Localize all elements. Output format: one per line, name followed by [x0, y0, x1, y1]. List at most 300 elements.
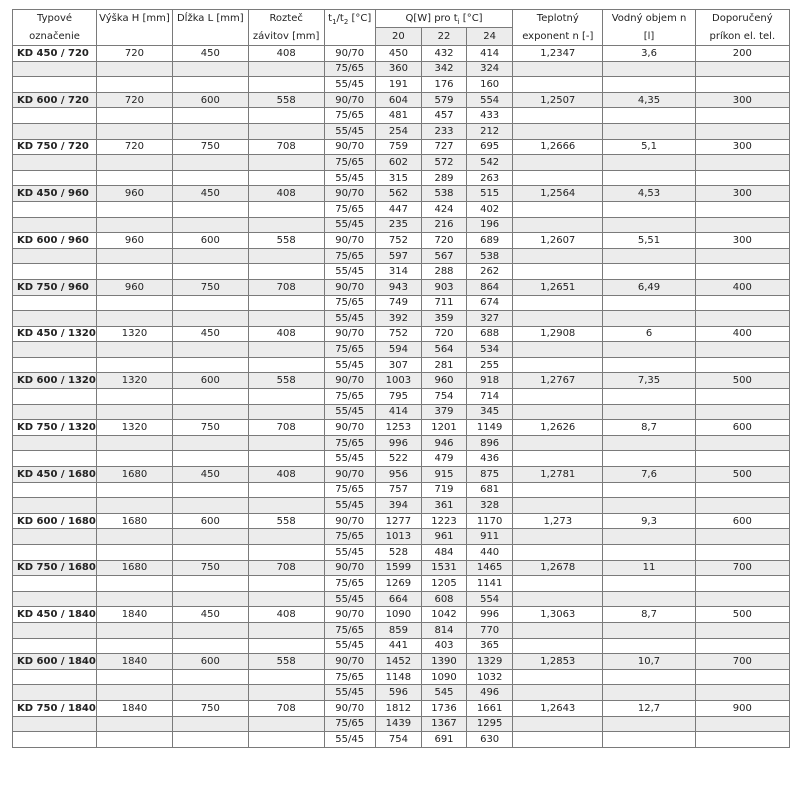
- cell-spacing: [248, 685, 324, 701]
- cell-temperature: 55/45: [324, 264, 375, 280]
- cell-length: [172, 217, 248, 233]
- cell-q22: 719: [421, 482, 466, 498]
- cell-q24: 918: [467, 373, 513, 389]
- cell-water-volume: [603, 669, 695, 685]
- cell-spacing: [248, 311, 324, 327]
- cell-temperature: 90/70: [324, 326, 375, 342]
- cell-power: [695, 295, 789, 311]
- cell-height: 1680: [97, 560, 173, 576]
- cell-q20: 596: [375, 685, 421, 701]
- cell-q24: 1465: [467, 560, 513, 576]
- header-power-line2: príkon el. tel.: [695, 28, 789, 46]
- cell-q22: 457: [421, 108, 466, 124]
- cell-model: [13, 77, 97, 93]
- cell-q24: 674: [467, 295, 513, 311]
- cell-water-volume: [603, 622, 695, 638]
- cell-q24: 327: [467, 311, 513, 327]
- header-power: Doporučený: [695, 10, 789, 28]
- cell-q20: 392: [375, 311, 421, 327]
- cell-spacing: 558: [248, 373, 324, 389]
- table-row: [13, 622, 790, 638]
- cell-temperature: 75/65: [324, 201, 375, 217]
- cell-height: [97, 638, 173, 654]
- cell-height: 1680: [97, 513, 173, 529]
- cell-model: [13, 685, 97, 701]
- table-row: [13, 435, 790, 451]
- cell-temperature: 55/45: [324, 123, 375, 139]
- cell-spacing: 408: [248, 326, 324, 342]
- cell-q22: 711: [421, 295, 466, 311]
- cell-temperature: 75/65: [324, 435, 375, 451]
- cell-q22: 960: [421, 373, 466, 389]
- cell-height: [97, 576, 173, 592]
- cell-height: [97, 108, 173, 124]
- cell-temperature: 55/45: [324, 451, 375, 467]
- header-length: Dĺžka L [mm]: [172, 10, 248, 28]
- cell-model: [13, 576, 97, 592]
- cell-model: KD 450 / 1840: [13, 607, 97, 623]
- header-row-2: [13, 28, 790, 46]
- cell-q24: 554: [467, 92, 513, 108]
- cell-power: 300: [695, 139, 789, 155]
- cell-water-volume: [603, 357, 695, 373]
- cell-height: [97, 248, 173, 264]
- cell-q22: 608: [421, 591, 466, 607]
- cell-length: 750: [172, 560, 248, 576]
- cell-model: KD 750 / 1320: [13, 420, 97, 436]
- radiator-spec-table-container: [12, 9, 790, 748]
- cell-temperature: 90/70: [324, 420, 375, 436]
- cell-model: KD 450 / 960: [13, 186, 97, 202]
- cell-q20: 1599: [375, 560, 421, 576]
- cell-q24: 1661: [467, 700, 513, 716]
- cell-water-volume: [603, 248, 695, 264]
- cell-model: [13, 435, 97, 451]
- cell-model: [13, 217, 97, 233]
- cell-spacing: [248, 155, 324, 171]
- cell-q20: 996: [375, 435, 421, 451]
- cell-q22: 281: [421, 357, 466, 373]
- table-row: [13, 420, 790, 436]
- cell-height: 1320: [97, 373, 173, 389]
- cell-spacing: [248, 61, 324, 77]
- cell-spacing: [248, 591, 324, 607]
- cell-q20: 749: [375, 295, 421, 311]
- table-row: [13, 716, 790, 732]
- cell-exponent: [513, 217, 603, 233]
- cell-power: [695, 716, 789, 732]
- cell-model: [13, 482, 97, 498]
- cell-model: [13, 311, 97, 327]
- cell-water-volume: [603, 576, 695, 592]
- cell-height: 960: [97, 233, 173, 249]
- cell-q22: 1736: [421, 700, 466, 716]
- cell-height: 1840: [97, 654, 173, 670]
- cell-q20: 191: [375, 77, 421, 93]
- table-row: [13, 482, 790, 498]
- cell-spacing: [248, 201, 324, 217]
- cell-height: [97, 669, 173, 685]
- cell-q22: 538: [421, 186, 466, 202]
- cell-q22: 1367: [421, 716, 466, 732]
- cell-q20: 759: [375, 139, 421, 155]
- table-row: [13, 357, 790, 373]
- cell-q20: 447: [375, 201, 421, 217]
- table-row: [13, 685, 790, 701]
- cell-exponent: 1,2651: [513, 279, 603, 295]
- cell-temperature: 55/45: [324, 498, 375, 514]
- table-row: [13, 529, 790, 545]
- cell-water-volume: [603, 404, 695, 420]
- cell-q20: 597: [375, 248, 421, 264]
- cell-power: 500: [695, 373, 789, 389]
- cell-water-volume: [603, 685, 695, 701]
- cell-exponent: 1,2626: [513, 420, 603, 436]
- cell-power: [695, 108, 789, 124]
- cell-height: [97, 389, 173, 405]
- cell-model: [13, 498, 97, 514]
- cell-exponent: 1,2666: [513, 139, 603, 155]
- cell-q22: 814: [421, 622, 466, 638]
- cell-water-volume: 8,7: [603, 607, 695, 623]
- cell-water-volume: 7,6: [603, 467, 695, 483]
- cell-temperature: 75/65: [324, 248, 375, 264]
- cell-temperature: 90/70: [324, 607, 375, 623]
- cell-q24: 262: [467, 264, 513, 280]
- cell-height: [97, 357, 173, 373]
- cell-water-volume: [603, 295, 695, 311]
- cell-power: [695, 61, 789, 77]
- cell-height: [97, 123, 173, 139]
- cell-spacing: 408: [248, 467, 324, 483]
- cell-temperature: 75/65: [324, 342, 375, 358]
- cell-q24: 328: [467, 498, 513, 514]
- cell-power: 500: [695, 607, 789, 623]
- cell-q20: 414: [375, 404, 421, 420]
- cell-temperature: 90/70: [324, 186, 375, 202]
- cell-height: 720: [97, 139, 173, 155]
- cell-q20: 481: [375, 108, 421, 124]
- cell-water-volume: 10,7: [603, 654, 695, 670]
- cell-model: [13, 264, 97, 280]
- cell-temperature: 55/45: [324, 545, 375, 561]
- cell-q20: 450: [375, 46, 421, 62]
- cell-spacing: 558: [248, 654, 324, 670]
- cell-q24: 864: [467, 279, 513, 295]
- cell-model: [13, 357, 97, 373]
- cell-water-volume: [603, 498, 695, 514]
- cell-height: 1840: [97, 700, 173, 716]
- cell-q22: 691: [421, 732, 466, 748]
- cell-length: [172, 685, 248, 701]
- cell-q20: 795: [375, 389, 421, 405]
- header-q24: 24: [467, 28, 513, 46]
- cell-model: [13, 108, 97, 124]
- cell-spacing: 408: [248, 186, 324, 202]
- cell-q24: 1170: [467, 513, 513, 529]
- cell-length: [172, 591, 248, 607]
- radiator-spec-table: [12, 9, 790, 748]
- cell-q24: 324: [467, 61, 513, 77]
- cell-q20: 1277: [375, 513, 421, 529]
- cell-q20: 1003: [375, 373, 421, 389]
- cell-temperature: 55/45: [324, 638, 375, 654]
- header-temperature: $t_1/t_2$ [°C]: [324, 10, 375, 28]
- header-type: Typové: [13, 10, 97, 28]
- cell-spacing: 558: [248, 233, 324, 249]
- cell-height: 1320: [97, 326, 173, 342]
- cell-q24: 875: [467, 467, 513, 483]
- table-row: [13, 389, 790, 405]
- cell-length: [172, 123, 248, 139]
- cell-q20: 522: [375, 451, 421, 467]
- header-water-volume-line2: [l]: [603, 28, 695, 46]
- cell-model: [13, 404, 97, 420]
- cell-temperature: 75/65: [324, 482, 375, 498]
- cell-exponent: [513, 61, 603, 77]
- cell-water-volume: 6: [603, 326, 695, 342]
- cell-q24: 255: [467, 357, 513, 373]
- cell-q24: 911: [467, 529, 513, 545]
- cell-power: [695, 669, 789, 685]
- cell-q22: 727: [421, 139, 466, 155]
- cell-q20: 752: [375, 326, 421, 342]
- cell-length: 450: [172, 467, 248, 483]
- cell-spacing: [248, 357, 324, 373]
- cell-q22: 915: [421, 467, 466, 483]
- cell-q24: 1032: [467, 669, 513, 685]
- cell-q24: 1329: [467, 654, 513, 670]
- table-row: [13, 326, 790, 342]
- cell-q24: 212: [467, 123, 513, 139]
- cell-spacing: [248, 576, 324, 592]
- cell-water-volume: [603, 389, 695, 405]
- cell-temperature: 90/70: [324, 92, 375, 108]
- cell-power: [695, 685, 789, 701]
- cell-power: 500: [695, 467, 789, 483]
- cell-length: 450: [172, 607, 248, 623]
- cell-q20: 235: [375, 217, 421, 233]
- cell-length: [172, 389, 248, 405]
- cell-q22: 1090: [421, 669, 466, 685]
- cell-length: [172, 435, 248, 451]
- cell-q20: 752: [375, 233, 421, 249]
- cell-water-volume: 9,3: [603, 513, 695, 529]
- cell-model: [13, 201, 97, 217]
- table-row: [13, 700, 790, 716]
- table-row: [13, 279, 790, 295]
- cell-exponent: 1,2607: [513, 233, 603, 249]
- cell-q20: 441: [375, 638, 421, 654]
- cell-exponent: [513, 638, 603, 654]
- cell-spacing: [248, 716, 324, 732]
- cell-length: [172, 155, 248, 171]
- cell-length: [172, 201, 248, 217]
- cell-spacing: [248, 622, 324, 638]
- cell-length: [172, 77, 248, 93]
- cell-q24: 440: [467, 545, 513, 561]
- cell-spacing: [248, 498, 324, 514]
- table-row: [13, 498, 790, 514]
- cell-water-volume: 7,35: [603, 373, 695, 389]
- cell-q20: 1013: [375, 529, 421, 545]
- cell-exponent: [513, 545, 603, 561]
- table-row: [13, 576, 790, 592]
- cell-q20: 254: [375, 123, 421, 139]
- cell-exponent: [513, 451, 603, 467]
- cell-model: [13, 669, 97, 685]
- cell-q22: 216: [421, 217, 466, 233]
- cell-q20: 757: [375, 482, 421, 498]
- table-row: [13, 404, 790, 420]
- cell-water-volume: [603, 201, 695, 217]
- header-spacing-line2: závitov [mm]: [248, 28, 324, 46]
- cell-q22: 754: [421, 389, 466, 405]
- cell-model: KD 750 / 1680: [13, 560, 97, 576]
- cell-q22: 946: [421, 435, 466, 451]
- cell-power: [695, 170, 789, 186]
- table-row: [13, 61, 790, 77]
- cell-q24: 542: [467, 155, 513, 171]
- cell-length: 600: [172, 373, 248, 389]
- cell-exponent: 1,2564: [513, 186, 603, 202]
- table-row: [13, 170, 790, 186]
- header-exponent: Teplotný: [513, 10, 603, 28]
- cell-q22: 403: [421, 638, 466, 654]
- cell-exponent: [513, 389, 603, 405]
- cell-exponent: [513, 295, 603, 311]
- cell-q24: 160: [467, 77, 513, 93]
- cell-power: 300: [695, 92, 789, 108]
- cell-height: [97, 482, 173, 498]
- cell-spacing: [248, 217, 324, 233]
- cell-model: [13, 638, 97, 654]
- cell-temperature: 90/70: [324, 513, 375, 529]
- cell-q24: 1149: [467, 420, 513, 436]
- cell-height: [97, 311, 173, 327]
- cell-spacing: [248, 404, 324, 420]
- cell-power: 900: [695, 700, 789, 716]
- cell-length: [172, 529, 248, 545]
- cell-height: [97, 201, 173, 217]
- table-row: [13, 295, 790, 311]
- cell-height: 960: [97, 186, 173, 202]
- cell-length: [172, 545, 248, 561]
- cell-power: [695, 311, 789, 327]
- cell-temperature: 90/70: [324, 700, 375, 716]
- cell-temperature: 90/70: [324, 46, 375, 62]
- cell-exponent: [513, 529, 603, 545]
- table-row: [13, 654, 790, 670]
- cell-temperature: 55/45: [324, 170, 375, 186]
- cell-model: KD 750 / 1840: [13, 700, 97, 716]
- cell-length: [172, 451, 248, 467]
- cell-water-volume: [603, 451, 695, 467]
- cell-q22: 1205: [421, 576, 466, 592]
- cell-height: [97, 622, 173, 638]
- cell-spacing: [248, 451, 324, 467]
- cell-q20: 562: [375, 186, 421, 202]
- cell-q24: 263: [467, 170, 513, 186]
- cell-temperature: 75/65: [324, 576, 375, 592]
- cell-q22: 1390: [421, 654, 466, 670]
- cell-water-volume: [603, 311, 695, 327]
- cell-power: 400: [695, 279, 789, 295]
- cell-power: [695, 342, 789, 358]
- cell-q20: 604: [375, 92, 421, 108]
- cell-q20: 315: [375, 170, 421, 186]
- cell-q20: 602: [375, 155, 421, 171]
- cell-temperature: 75/65: [324, 155, 375, 171]
- cell-spacing: [248, 529, 324, 545]
- cell-model: KD 750 / 960: [13, 279, 97, 295]
- cell-q22: 572: [421, 155, 466, 171]
- cell-model: [13, 155, 97, 171]
- cell-exponent: [513, 404, 603, 420]
- table-row: [13, 545, 790, 561]
- cell-temperature: 55/45: [324, 311, 375, 327]
- cell-water-volume: 11: [603, 560, 695, 576]
- cell-exponent: [513, 435, 603, 451]
- header-heat-output: Q[W] pro $t_i$ [°C]: [375, 10, 512, 28]
- cell-power: 300: [695, 186, 789, 202]
- cell-temperature: 75/65: [324, 622, 375, 638]
- cell-length: [172, 357, 248, 373]
- table-row: [13, 46, 790, 62]
- cell-water-volume: [603, 155, 695, 171]
- cell-spacing: 408: [248, 607, 324, 623]
- cell-spacing: [248, 248, 324, 264]
- cell-exponent: 1,3063: [513, 607, 603, 623]
- cell-q24: 414: [467, 46, 513, 62]
- cell-power: [695, 155, 789, 171]
- cell-exponent: 1,2767: [513, 373, 603, 389]
- cell-water-volume: 3,6: [603, 46, 695, 62]
- table-row: [13, 513, 790, 529]
- cell-power: [695, 248, 789, 264]
- cell-q20: 528: [375, 545, 421, 561]
- cell-power: 600: [695, 513, 789, 529]
- cell-temperature: 90/70: [324, 560, 375, 576]
- header-type-line2: označenie: [13, 28, 97, 46]
- cell-height: [97, 545, 173, 561]
- cell-exponent: 1,2678: [513, 560, 603, 576]
- cell-length: 600: [172, 92, 248, 108]
- table-row: [13, 155, 790, 171]
- table-row: [13, 201, 790, 217]
- cell-q22: 1042: [421, 607, 466, 623]
- cell-q22: 579: [421, 92, 466, 108]
- cell-q20: 360: [375, 61, 421, 77]
- cell-power: [695, 201, 789, 217]
- cell-length: [172, 295, 248, 311]
- table-row: [13, 373, 790, 389]
- cell-water-volume: [603, 77, 695, 93]
- cell-exponent: 1,2507: [513, 92, 603, 108]
- cell-temperature: 75/65: [324, 716, 375, 732]
- cell-model: KD 450 / 1320: [13, 326, 97, 342]
- cell-q24: 1141: [467, 576, 513, 592]
- cell-height: [97, 498, 173, 514]
- table-header: [13, 10, 790, 46]
- cell-water-volume: 4,53: [603, 186, 695, 202]
- cell-q22: 176: [421, 77, 466, 93]
- cell-water-volume: [603, 591, 695, 607]
- cell-q20: 1148: [375, 669, 421, 685]
- cell-q24: 714: [467, 389, 513, 405]
- cell-length: 600: [172, 233, 248, 249]
- cell-q20: 943: [375, 279, 421, 295]
